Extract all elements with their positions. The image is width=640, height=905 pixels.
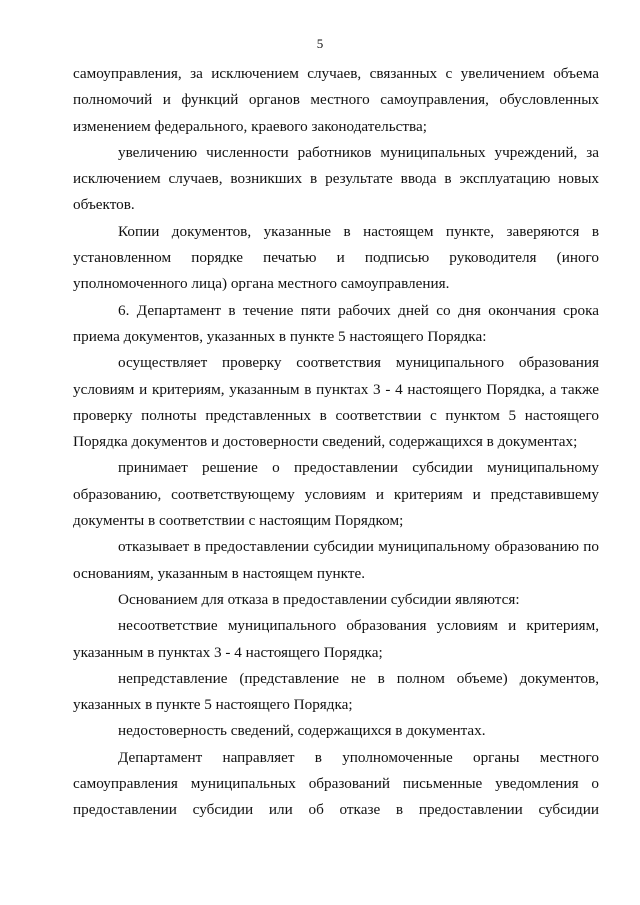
text-line: условиям и критериям, указанным в пунктах 3 - 4 настоящего Порядка, а также — [73, 380, 599, 398]
paragraph — [73, 666, 599, 719]
text-line: Порядка документов и достоверности сведений, содержащихся в документах; — [73, 433, 578, 451]
text-line: отказывает в предоставлении субсидии муниципальному образованию по — [118, 538, 599, 556]
paragraph — [73, 718, 599, 744]
text-line: осуществляет проверку соответствия муниципального образования — [118, 354, 599, 372]
text-line: основаниям, указанным в настоящем пункте. — [73, 564, 366, 582]
text-line: объектов. — [73, 196, 135, 214]
paragraph — [73, 534, 599, 587]
text-line: указанным в пунктах 3 - 4 настоящего Порядка; — [73, 643, 383, 661]
text-line: указанных в пункте 5 настоящего Порядка; — [73, 696, 353, 714]
text-line: документы в соответствии с настоящим Порядком; — [73, 512, 404, 530]
paragraph — [73, 587, 599, 613]
paragraph — [73, 745, 599, 824]
paragraph — [73, 140, 599, 219]
paragraph — [73, 455, 599, 534]
paragraph — [73, 298, 599, 351]
page-number: 5 — [316, 36, 324, 51]
text-line: Копии документов, указанные в настоящем пункте, заверяются в — [118, 222, 599, 240]
text-line: принимает решение о предоставлении субсидии муниципальному — [118, 459, 599, 477]
document-body — [73, 61, 599, 824]
text-line: образованию, соответствующему условиям и критериям и представившему — [73, 485, 599, 503]
text-line: Департамент направляет в уполномоченные органы местного — [118, 748, 599, 766]
paragraph — [73, 350, 599, 455]
paragraph-continuation — [73, 61, 599, 140]
text-line: 6. Департамент в течение пяти рабочих дней со дня окончания срока — [118, 301, 599, 319]
text-line: Основанием для отказа в предоставлении субсидии являются: — [118, 590, 520, 608]
text-line: несоответствие муниципального образования условиям и критериям, — [118, 617, 599, 635]
text-line: уполномоченного лица) органа местного самоуправления. — [73, 275, 450, 293]
text-line: изменением федерального, краевого законодательства; — [73, 117, 427, 135]
text-line: полномочий и функций органов местного самоуправления, обусловленных — [73, 91, 599, 109]
text-line: установленном порядке печатью и подписью руководителя (иного — [73, 249, 599, 267]
text-line: проверку полноты представленных в соответствии с пунктом 5 настоящего — [73, 406, 599, 424]
text-line: непредставление (представление не в полном объеме) документов, — [118, 669, 599, 687]
text-line: самоуправления, за исключением случаев, связанных с увеличением объема — [73, 65, 599, 82]
text-line: предоставлении субсидии или об отказе в предоставлении субсидии — [73, 801, 599, 819]
text-line: самоуправления муниципальных образований письменные уведомления о — [73, 775, 599, 793]
text-line: исключением случаев, возникших в результате ввода в эксплуатацию новых — [73, 170, 599, 188]
text-line: увеличению численности работников муниципальных учреждений, за — [118, 143, 599, 161]
text-line: недостоверность сведений, содержащихся в документах. — [118, 722, 486, 740]
paragraph — [73, 219, 599, 298]
text-line: приема документов, указанных в пункте 5 настоящего Порядка: — [73, 327, 487, 345]
paragraph — [73, 613, 599, 666]
